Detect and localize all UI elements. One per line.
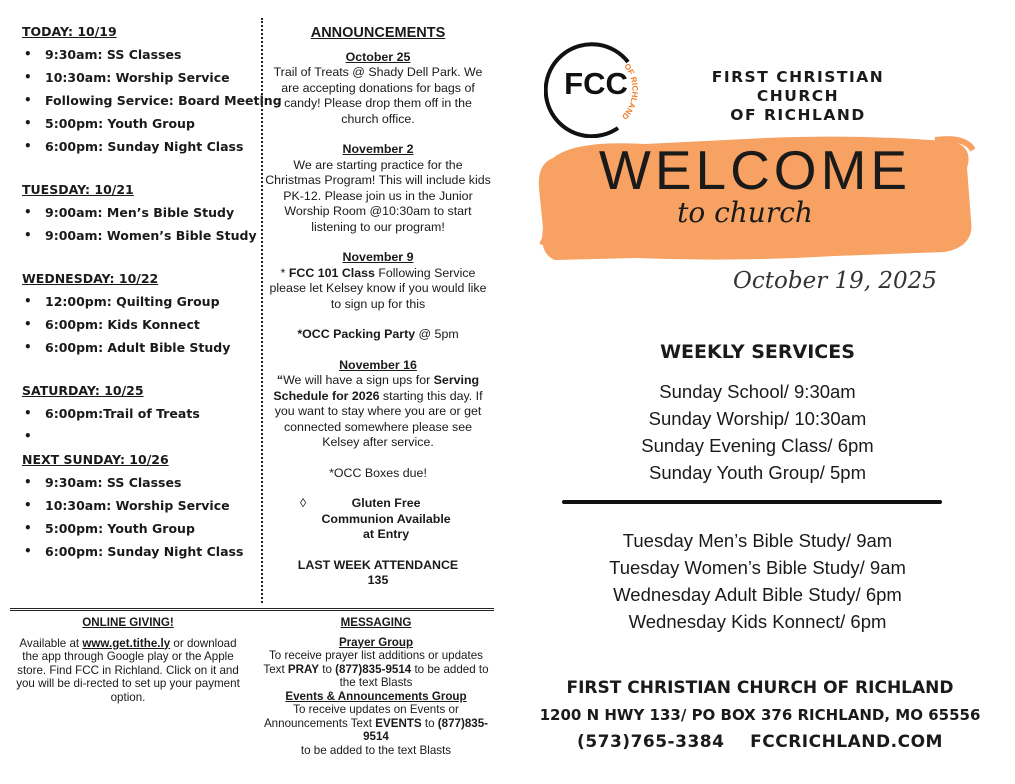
- announcement-bold: Serving Schedule for 2026: [273, 373, 480, 403]
- church-name-line: FIRST CHRISTIAN CHURCH: [711, 68, 885, 105]
- gluten-free-text: Gluten Free Communion Available at Entry: [321, 496, 451, 541]
- messaging: [258, 616, 494, 757]
- announcement-bold: FCC 101 Class: [288, 265, 375, 280]
- service-date: October 19, 2025: [733, 268, 937, 294]
- church-name-header: [668, 68, 928, 125]
- announcements: [265, 26, 491, 589]
- announcement-date: November 16: [339, 357, 417, 372]
- service-item: Sunday Worship/ 10:30am: [648, 408, 867, 429]
- giving-text: [10, 637, 246, 705]
- services-divider: [562, 500, 942, 504]
- announcement-date: November 2: [342, 142, 414, 156]
- announcement-rest: @ 5pm: [415, 327, 459, 341]
- footer-website[interactable]: FCCRICHLAND.COM: [750, 732, 943, 752]
- keyword: EVENTS: [375, 716, 422, 730]
- sunday-services: [560, 378, 955, 486]
- schedule-day: [22, 178, 262, 247]
- announcement-rest: starting this day. If you want to stay where you are or get connected somewhere please see Kelsey after service.: [274, 388, 483, 449]
- keyword: PRAY: [287, 662, 320, 676]
- schedule-item: • 12:00pm: Quilting Group: [22, 290, 262, 313]
- schedule-item: • Following Service: Board Meeting: [22, 89, 262, 112]
- service-item: Tuesday Women’s Bible Study/ 9am: [609, 557, 906, 578]
- schedule-day-heading: NEXT SUNDAY: 10/26: [22, 452, 169, 467]
- announcement-text: *OCC Boxes due!: [329, 465, 427, 480]
- announcement-text: [265, 373, 491, 451]
- messaging-text-part: To receive updates on Events or Announcements Text: [263, 703, 459, 730]
- welcome-subtitle: to church: [677, 196, 813, 229]
- announcement-nov2: [265, 142, 491, 235]
- service-item: Wednesday Kids Konnect/ 6pm: [628, 611, 887, 632]
- schedule-item: • 9:00am: Women’s Bible Study: [22, 224, 262, 247]
- giving-link[interactable]: www.get.tithe.ly: [82, 636, 171, 650]
- schedule-item: • 9:30am: SS Classes: [22, 471, 262, 494]
- fcc-logo: [544, 34, 648, 138]
- announcement-text-part: We will have a sign ups for: [283, 373, 434, 387]
- schedule-item: • 9:00am: Men’s Bible Study: [22, 201, 262, 224]
- events-group-heading: Events & Announcements Group: [285, 689, 467, 703]
- announcement-nov9: [265, 250, 491, 312]
- midweek-services: [560, 527, 955, 635]
- quote-mark: “: [276, 373, 284, 387]
- giving-text-part: or download the app through Google play or the Apple store. Find FCC in Richland. Click on it and you will be di-rected to set up your payment option.: [16, 636, 240, 704]
- schedule-day-heading: SATURDAY: 10/25: [22, 383, 144, 398]
- announcement-text: We are starting practice for the Christmas Program! This will include kids PK-12. Please join us in the Junior Worship Room @10:30am to start listening to our program!: [265, 157, 491, 234]
- schedule-day-heading: TUESDAY: 10/21: [22, 182, 134, 197]
- service-item: Tuesday Men’s Bible Study/ 9am: [622, 530, 893, 551]
- schedule-item: • 10:30am: Worship Service: [22, 66, 262, 89]
- schedule-day: [22, 448, 262, 563]
- announcement-rest: Following Service please let Kelsey know if you would like to sign up for this: [269, 265, 487, 311]
- attendance: [265, 558, 491, 589]
- announcements-title: ANNOUNCEMENTS: [310, 25, 446, 41]
- prayer-group-heading: Prayer Group: [338, 635, 414, 649]
- service-item: Wednesday Adult Bible Study/ 6pm: [613, 584, 902, 605]
- schedule-day: [22, 379, 262, 448]
- schedule-item: • 10:30am: Worship Service: [22, 494, 262, 517]
- announcement-date: November 9: [342, 250, 414, 264]
- footer-church-name: FIRST CHRISTIAN CHURCH OF RICHLAND: [566, 678, 954, 698]
- service-item: Sunday Evening Class/ 6pm: [641, 435, 874, 456]
- schedule-item: • 5:00pm: Youth Group: [22, 112, 262, 135]
- prayer-group-text: [258, 649, 494, 690]
- logo-letters: FCC: [564, 66, 628, 101]
- messaging-text-part: to be added to the text Blasts: [339, 662, 489, 689]
- section-divider: [10, 608, 494, 611]
- online-giving: [10, 616, 246, 704]
- messaging-text-part: To receive prayer list additions or updates Text: [263, 649, 483, 676]
- announcement-prefix: *: [280, 265, 289, 280]
- logo-arc-label: OF RICHLAND: [619, 61, 640, 122]
- giving-text-part: Available at: [19, 636, 83, 650]
- schedule-item: • 5:00pm: Youth Group: [22, 517, 262, 540]
- weekly-schedule: [22, 20, 282, 583]
- schedule-item: • 6:00pm: Sunday Night Class: [22, 540, 262, 563]
- schedule-item: • 9:30am: SS Classes: [22, 43, 262, 66]
- attendance-label: LAST WEEK ATTENDANCE: [297, 557, 459, 572]
- schedule-item: • 6:00pm: Kids Konnect: [22, 313, 262, 336]
- schedule-item: • 6:00pm: Adult Bible Study: [22, 336, 262, 359]
- phone-number: (877)835-9514: [335, 662, 412, 676]
- messaging-text-part: to: [421, 716, 438, 730]
- events-group-text: [258, 703, 494, 757]
- column-divider: [261, 18, 263, 603]
- schedule-day: [22, 267, 262, 359]
- announcement-date: October 25: [345, 49, 411, 64]
- messaging-text-part: to: [319, 662, 336, 676]
- gluten-free-note: [265, 496, 491, 543]
- service-item: Sunday Youth Group/ 5pm: [648, 462, 867, 483]
- messaging-text-part: to be added to the text Blasts: [300, 743, 452, 757]
- announcement-text: [265, 266, 491, 313]
- announcement-occ-packing: [265, 327, 491, 343]
- announcement-text: Trail of Treats @ Shady Dell Park. We are accepting donations for bags of candy! Please drop them off in the church office.: [273, 65, 483, 126]
- giving-title: ONLINE GIVING!: [82, 616, 174, 629]
- diamond-icon: ◊: [299, 496, 307, 510]
- church-name-line: OF RICHLAND: [730, 106, 866, 124]
- schedule-item: • 6:00pm: Sunday Night Class: [22, 135, 262, 158]
- announcement-bold: *OCC Packing Party: [297, 327, 416, 341]
- footer-address: 1200 N HWY 133/ PO BOX 376 RICHLAND, MO 65556: [539, 706, 981, 724]
- footer-contact: [530, 732, 990, 752]
- schedule-day: [22, 20, 282, 158]
- schedule-item-empty: [22, 425, 262, 448]
- schedule-item: • 6:00pm:Trail of Treats: [22, 402, 262, 425]
- schedule-day-heading: TODAY: 10/19: [22, 24, 117, 39]
- welcome-title: WELCOME: [598, 139, 912, 201]
- service-item: Sunday School/ 9:30am: [659, 381, 856, 402]
- schedule-day-heading: WEDNESDAY: 10/22: [22, 271, 159, 286]
- attendance-value: 135: [367, 573, 389, 587]
- weekly-services-title: WEEKLY SERVICES: [660, 341, 855, 363]
- announcement-oct25: [265, 50, 491, 128]
- announcement-occ-boxes: [265, 466, 491, 482]
- phone-number: (877)835-9514: [363, 716, 489, 743]
- footer-phone: (573)765-3384: [577, 732, 725, 752]
- messaging-title: MESSAGING: [340, 616, 412, 629]
- announcement-nov16: [265, 358, 491, 451]
